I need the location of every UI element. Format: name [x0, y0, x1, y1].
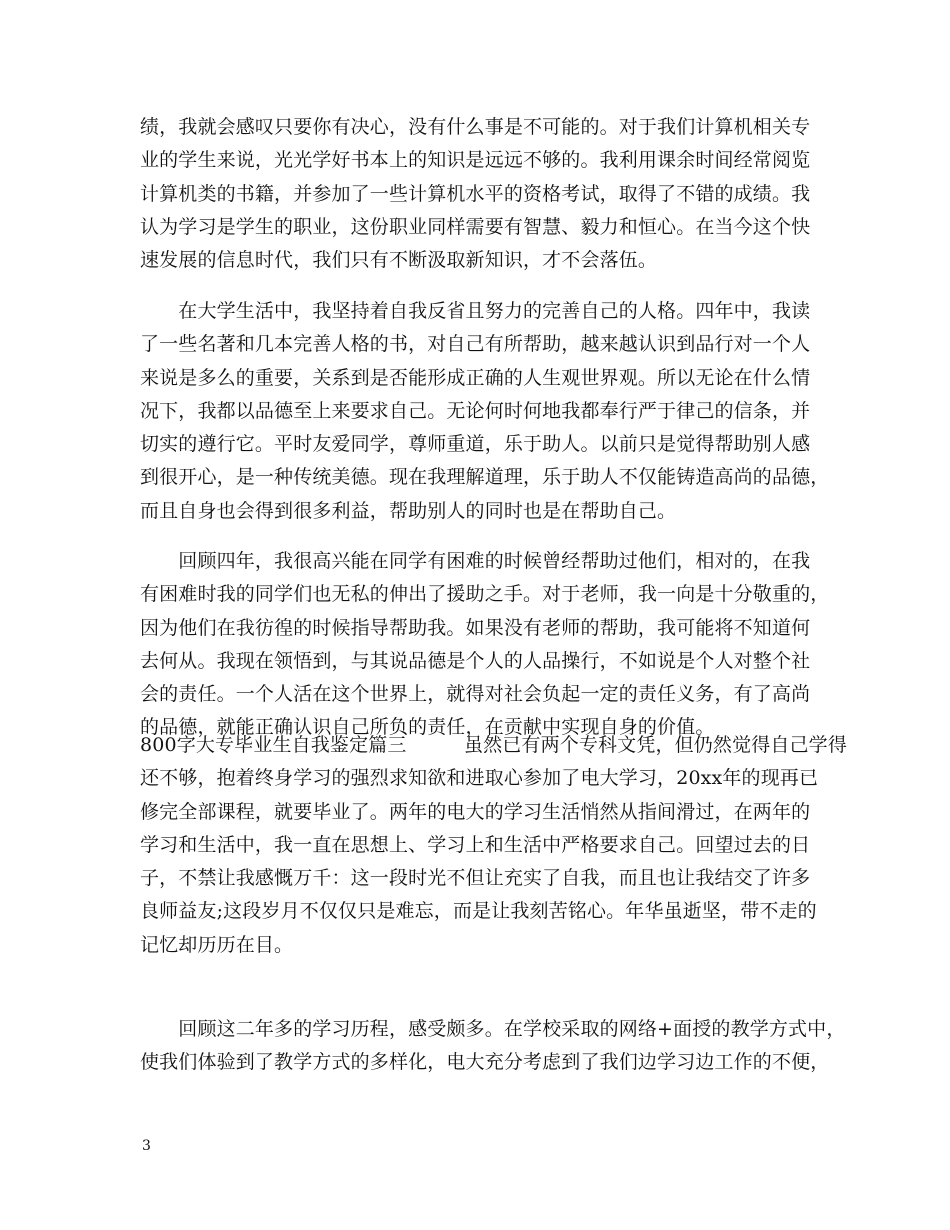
paragraph-3 — [140, 545, 830, 745]
section-heading-paragraph — [140, 729, 847, 962]
text-line: 业的学生来说，光光学好书本上的知识是远远不够的。我利用课余时间经常阅览 — [140, 149, 811, 172]
text-line: 况下，我都以品德至上来要求自己。无论何时何地我都奉行严于律己的信条，并 — [140, 399, 811, 422]
text-line: 去何从。我现在领悟到，与其说品德是个人的人品操行，不如说是个人对整个社 — [140, 649, 811, 672]
text-line: 记忆却历历在目。 — [140, 933, 294, 956]
text-line: 回顾四年，我很高兴能在同学有困难的时候曾经帮助过他们，相对的，在我 — [140, 550, 811, 572]
page-number: 3 — [142, 1138, 151, 1154]
text-line: 学习和生活中，我一直在思想上、学习上和生活中严格要求自己。回望过去的日 — [140, 833, 811, 856]
text-line: 使我们体验到了教学方式的多样化，电大充分考虑到了我们边学习边工作的不便， — [140, 1051, 830, 1074]
text-line: 还不够，抱着终身学习的强烈求知欲和进取心参加了电大学习，20xx年的现再已 — [140, 767, 819, 790]
text-line: 速发展的信息时代，我们只有不断汲取新知识，才不会落伍。 — [140, 249, 658, 272]
text-line: 因为他们在我彷徨的时候指导帮助我。如果没有老师的帮助，我可能将不知道何 — [140, 616, 811, 639]
text-line: 而且自身也会得到很多利益，帮助别人的同时也是在帮助自己。 — [140, 499, 677, 522]
text-line: 有困难时我的同学们也无私的伸出了援助之手。对于老师，我一向是十分敬重的， — [140, 583, 830, 606]
text-line: 会的责任。一个人活在这个世界上，就得对社会负起一定的责任义务，有了高尚 — [140, 683, 811, 706]
paragraph-1 — [140, 111, 820, 277]
text-line: 到很开心，是一种传统美德。现在我理解道理，乐于助人不仅能铸造高尚的品德， — [140, 466, 830, 489]
text-line: 的品德，就能正确认识自己所负的责任，在贡献中实现自身的价值。 — [140, 716, 715, 739]
text-line: 在大学生活中，我坚持着自我反省且努力的完善自己的人格。四年中，我读 — [140, 300, 811, 322]
text-line: 良师益友;这段岁月不仅仅只是难忘，而是让我刻苦铭心。年华虽逝坚，带不走的 — [140, 900, 817, 923]
text-line: 了一些名著和几本完善人格的书，对自己有所帮助，越来越认识到品行对一个人 — [140, 333, 811, 356]
text-line: 来说是多么的重要，关系到是否能形成正确的人生观世界观。所以无论在什么情 — [140, 366, 811, 389]
paragraph-5 — [140, 1013, 846, 1080]
text-line: 修完全部课程，就要毕业了。两年的电大的学习生活悄然从指间滑过，在两年的 — [140, 800, 811, 823]
text-line: 切实的遵行它。平时友爱同学，尊师重道，乐于助人。以前只是觉得帮助别人感 — [140, 433, 811, 456]
text-line: 绩，我就会感叹只要你有决心，没有什么事是不可能的。对于我们计算机相关专 — [140, 116, 811, 138]
paragraph-2 — [140, 295, 830, 528]
text-line: 回顾这二年多的学习历程，感受颇多。在学校采取的网络+面授的教学方式中， — [140, 1018, 846, 1040]
text-line: 子，不禁让我感慨万千：这一段时光不但让充实了自我，而且也让我结交了许多 — [140, 867, 811, 890]
text-line: 认为学习是学生的职业，这份职业同样需要有智慧、毅力和恒心。在当今这个快 — [140, 215, 811, 238]
section-heading-line: 800字大专毕业生自我鉴定篇三 虽然已有两个专科文凭，但仍然觉得自己学得 — [140, 734, 847, 756]
text-line: 计算机类的书籍，并参加了一些计算机水平的资格考试，取得了不错的成绩。我 — [140, 182, 811, 205]
